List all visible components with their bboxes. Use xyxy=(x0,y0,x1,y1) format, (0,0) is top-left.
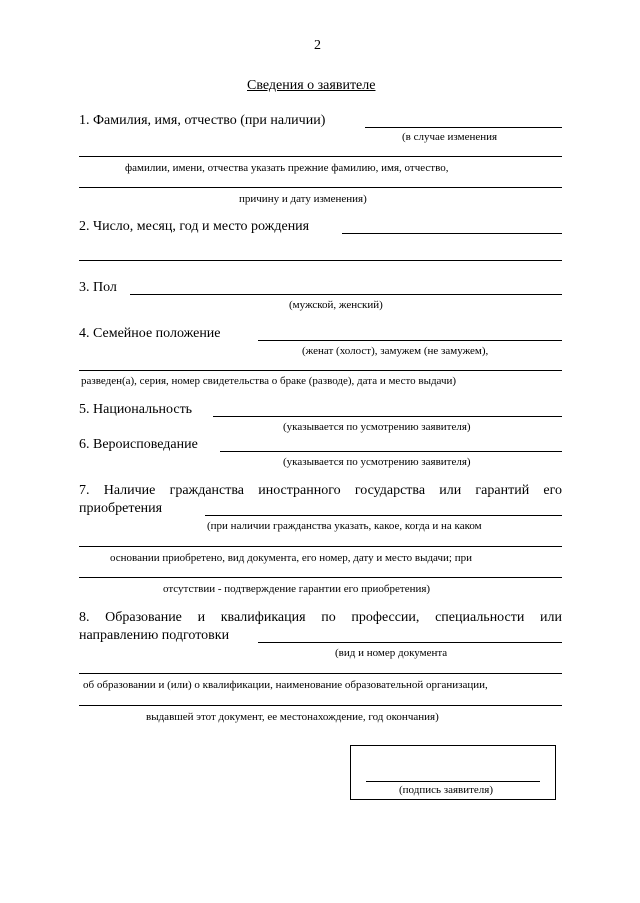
signature-line[interactable] xyxy=(366,781,540,782)
fio-input-line[interactable] xyxy=(365,127,562,128)
fio-hint-2: фамилии, имени, отчества указать прежние фамилию, имя, отчество, xyxy=(125,162,449,174)
education-label: 8. Образование и квалификация по профессии, специальности или xyxy=(79,610,562,625)
citizenship-hint-2: основании приобретено, вид документа, его номер, дату и место выдачи; при xyxy=(110,552,473,564)
fio-hint: (в случае изменения xyxy=(402,131,498,143)
citizenship-label: 7. Наличие гражданства иностранного государства или гарантий его xyxy=(79,483,562,498)
page-number: 2 xyxy=(314,38,321,53)
education-hint: (вид и номер документа xyxy=(335,647,448,659)
education-line-3[interactable] xyxy=(79,705,562,706)
citizenship-hint-3: отсутствии - подтверждение гарантии его приобретения) xyxy=(163,583,431,595)
citizenship-label-2: приобретения xyxy=(79,501,163,516)
nationality-label: 5. Национальность xyxy=(79,402,193,417)
sex-label: 3. Пол xyxy=(79,280,117,295)
religion-hint: (указывается по усмотрению заявителя) xyxy=(283,456,471,468)
citizenship-input-line[interactable] xyxy=(205,515,562,516)
birth-input-line[interactable] xyxy=(342,233,562,234)
education-input-line[interactable] xyxy=(258,642,562,643)
religion-label: 6. Вероисповедание xyxy=(79,437,198,452)
fio-line-2[interactable] xyxy=(79,156,562,157)
signature-box xyxy=(350,745,556,800)
signature-hint: (подпись заявителя) xyxy=(399,784,494,796)
education-hint-3: выдавшей этот документ, ее местонахождение, год окончания) xyxy=(146,711,439,723)
fio-hint-3: причину и дату изменения) xyxy=(239,193,367,205)
education-line-2[interactable] xyxy=(79,673,562,674)
education-label-2: направлению подготовки xyxy=(79,628,230,643)
religion-input-line[interactable] xyxy=(220,451,562,452)
marital-line-2[interactable] xyxy=(79,370,562,371)
sex-hint: (мужской, женский) xyxy=(289,299,383,311)
fio-label: 1. Фамилия, имя, отчество (при наличии) xyxy=(79,113,326,128)
birth-line-2[interactable] xyxy=(79,260,562,261)
nationality-input-line[interactable] xyxy=(213,416,562,417)
marital-input-line[interactable] xyxy=(258,340,562,341)
sex-input-line[interactable] xyxy=(130,294,562,295)
education-hint-2: об образовании и (или) о квалификации, наименование образовательной организации, xyxy=(83,679,488,691)
citizenship-line-2[interactable] xyxy=(79,546,562,547)
nationality-hint: (указывается по усмотрению заявителя) xyxy=(283,421,471,433)
citizenship-hint: (при наличии гражданства указать, какое, когда и на каком xyxy=(207,520,482,532)
page-title: Сведения о заявителе xyxy=(247,78,376,93)
marital-hint-2: разведен(а), серия, номер свидетельства о браке (разводе), дата и место выдачи) xyxy=(81,375,457,387)
fio-line-3[interactable] xyxy=(79,187,562,188)
birth-label: 2. Число, месяц, год и место рождения xyxy=(79,219,310,234)
citizenship-line-3[interactable] xyxy=(79,577,562,578)
marital-hint: (женат (холост), замужем (не замужем), xyxy=(302,345,489,357)
marital-label: 4. Семейное положение xyxy=(79,326,221,341)
